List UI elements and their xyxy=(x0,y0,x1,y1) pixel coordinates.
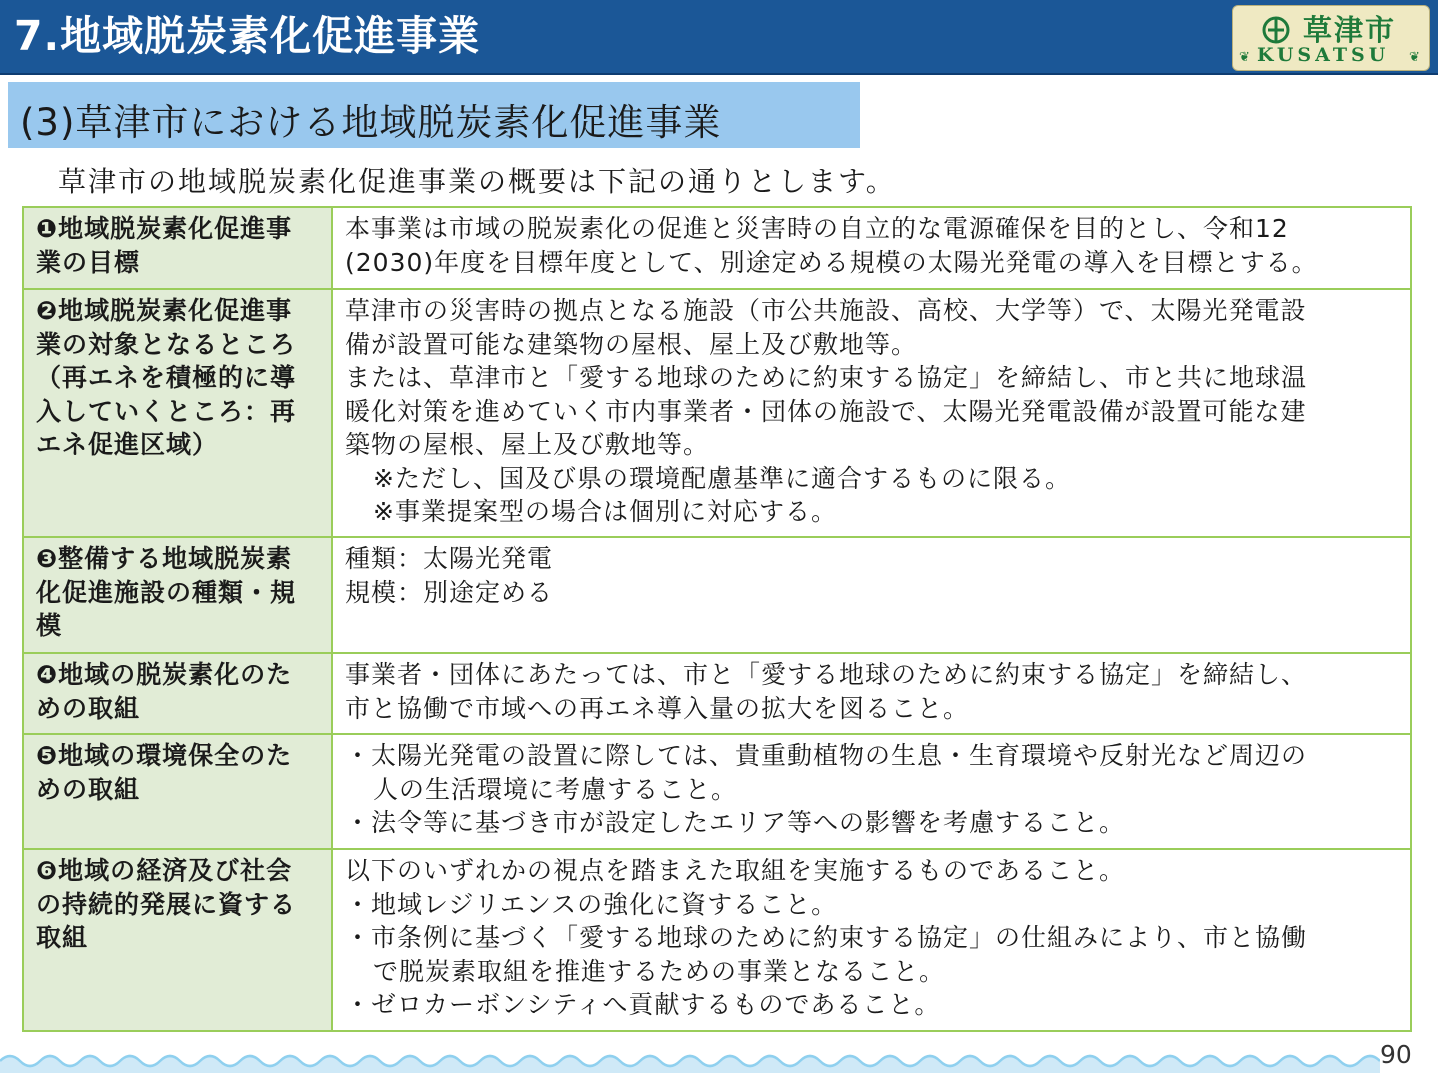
content-line: ・市条例に基づく「愛する地球のために約束する協定」の仕組みにより、市と協働 xyxy=(345,923,1308,952)
table-row xyxy=(23,734,1411,849)
label-line: 入していくところ：再 xyxy=(36,396,297,426)
label-line: 模 xyxy=(36,611,63,640)
label-line: 業の目標 xyxy=(36,247,141,277)
row-content xyxy=(332,734,1411,849)
content-line: (2030)年度を目標年度として、別途定める規模の太陽光発電の導入を目標とする。 xyxy=(345,247,1318,277)
content-line: ・法令等に基づき市が設定したエリア等への影響を考慮すること。 xyxy=(345,808,1126,837)
content-line: 以下のいずれかの視点を踏まえた取組を実施するものであること。 xyxy=(345,856,1126,885)
content-line: で脱炭素取組を推進するための事業となること。 xyxy=(373,956,946,986)
row-content xyxy=(332,849,1411,1031)
label-line: ❸整備する地域脱炭素 xyxy=(36,544,293,573)
row-content xyxy=(332,289,1411,537)
note-line: ※事業提案型の場合は個別に対応する。 xyxy=(373,497,837,526)
row-label xyxy=(23,734,332,849)
section-title: (3)草津市における地域脱炭素化促進事業 xyxy=(20,101,722,144)
note-line: ※ただし、国及び県の環境配慮基準に適合するものに限る。 xyxy=(373,463,1071,493)
content-line: 人の生活環境に考慮すること。 xyxy=(373,774,738,804)
content-line: 本事業は市域の脱炭素化の促進と災害時の自立的な電源確保を目的とし、令和12 xyxy=(345,214,1289,243)
content-line: 草津市の災害時の拠点となる施設（市公共施設、高校、大学等）で、太陽光発電設 xyxy=(345,296,1307,325)
label-line: 取組 xyxy=(36,923,89,952)
header-bar xyxy=(0,0,1438,75)
wave-decoration xyxy=(0,1043,1380,1073)
row-content xyxy=(332,207,1411,289)
label-line: （再エネを積極的に導 xyxy=(36,363,297,392)
table-row xyxy=(23,653,1411,734)
row-content xyxy=(332,537,1411,653)
label-line: ❹地域の脱炭素化のた xyxy=(36,660,293,689)
project-table xyxy=(22,206,1412,1032)
page-title: 7.地域脱炭素化促進事業 xyxy=(14,12,481,60)
row-label xyxy=(23,537,332,653)
label-line: ❺地域の環境保全のた xyxy=(36,741,293,770)
city-logo xyxy=(1232,5,1430,71)
page-number: 90 xyxy=(1380,1040,1412,1069)
label-line: 業の対象となるところ xyxy=(36,329,297,359)
label-line: めの取組 xyxy=(36,774,141,804)
section-band xyxy=(8,82,860,148)
leaf-left-icon: ❦ xyxy=(1239,50,1250,65)
city-emblem-icon xyxy=(1261,15,1291,45)
label-line: めの取組 xyxy=(36,693,141,723)
logo-name-jp: 草津市 xyxy=(1303,13,1397,47)
table-row xyxy=(23,207,1411,289)
label-line: ❷地域脱炭素化促進事 xyxy=(36,296,293,325)
content-line: 規模：別途定める xyxy=(345,577,554,607)
table-row xyxy=(23,289,1411,537)
logo-name-en: KUSATSU xyxy=(1257,44,1390,66)
leaf-right-icon: ❦ xyxy=(1409,50,1420,65)
content-line: 暖化対策を進めていく市内事業者・団体の施設で、太陽光発電設備が設置可能な建 xyxy=(345,396,1307,426)
content-line: 種類：太陽光発電 xyxy=(345,544,554,573)
label-line: ❻地域の経済及び社会 xyxy=(36,856,293,885)
label-line: エネ促進区域） xyxy=(36,430,219,459)
label-line: の持続的発展に資する xyxy=(36,889,297,919)
content-line: 築物の屋根、屋上及び敷地等。 xyxy=(345,430,710,459)
label-line: 化促進施設の種類・規 xyxy=(36,577,297,607)
row-label xyxy=(23,207,332,289)
label-line: ❶地域脱炭素化促進事 xyxy=(36,214,293,243)
content-line: ・ゼロカーボンシティへ貢献するものであること。 xyxy=(345,990,941,1019)
content-line: 備が設置可能な建築物の屋根、屋上及び敷地等。 xyxy=(345,329,918,359)
content-line: 市と協働で市域への再エネ導入量の拡大を図ること。 xyxy=(345,693,970,723)
content-line: ・地域レジリエンスの強化に資すること。 xyxy=(345,889,838,919)
table-row xyxy=(23,849,1411,1031)
row-label xyxy=(23,289,332,537)
row-content xyxy=(332,653,1411,734)
row-label xyxy=(23,653,332,734)
content-line: または、草津市と「愛する地球のために約束する協定」を締結し、市と共に地球温 xyxy=(345,363,1308,392)
intro-text: 草津市の地域脱炭素化促進事業の概要は下記の通りとします。 xyxy=(58,165,896,198)
content-line: 事業者・団体にあたっては、市と「愛する地球のために約束する協定」を締結し、 xyxy=(345,660,1308,689)
table-row xyxy=(23,537,1411,653)
content-line: ・太陽光発電の設置に際しては、貴重動植物の生息・生育環境や反射光など周辺の xyxy=(345,741,1308,770)
row-label xyxy=(23,849,332,1031)
